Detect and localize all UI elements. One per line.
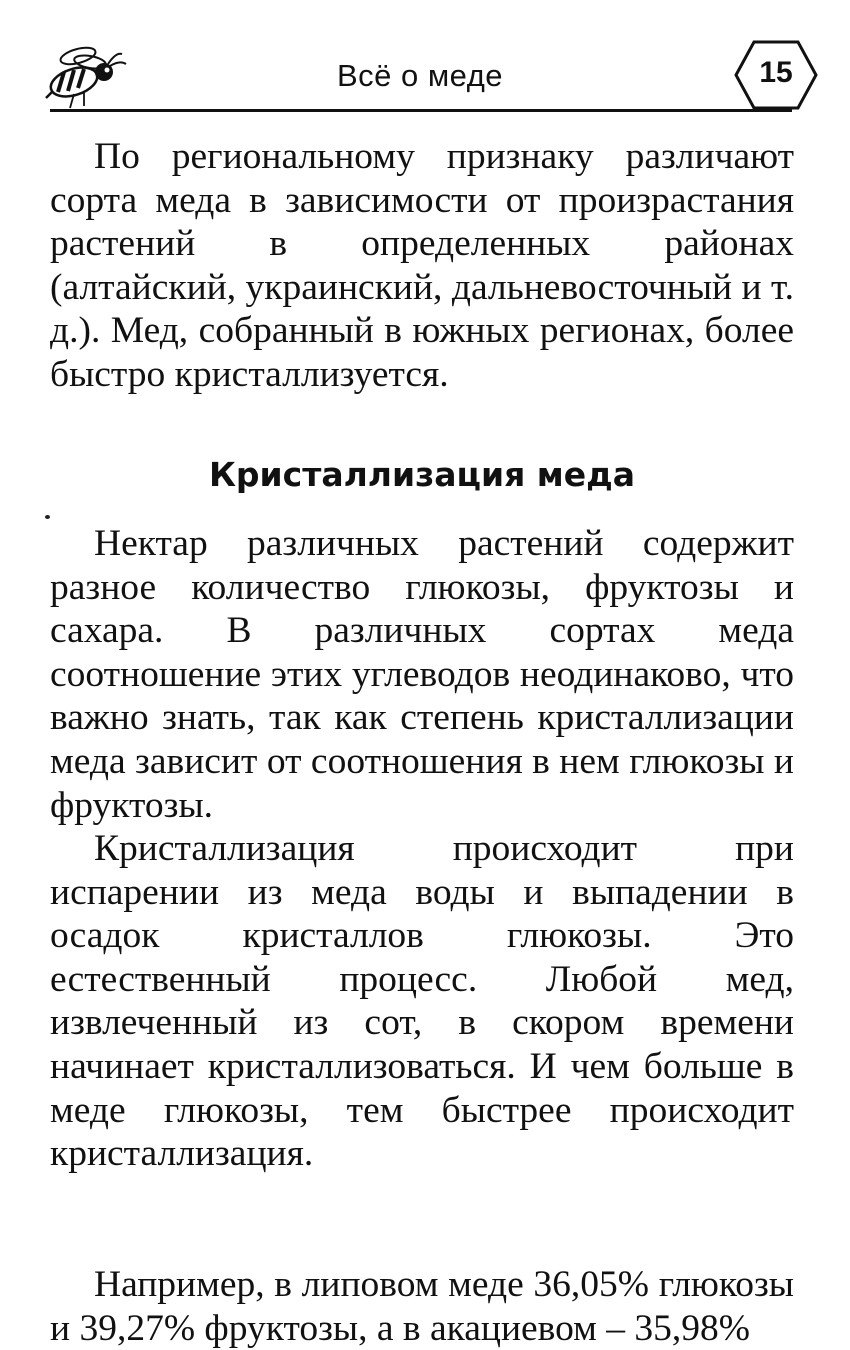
print-speck bbox=[45, 515, 50, 519]
running-title: Всё о меде bbox=[336, 58, 504, 93]
section-heading: Кристаллизация меда bbox=[208, 455, 636, 494]
paragraph-example-percentages: Например, в липовом меде 36,05% глюкозы и 39,27% фруктозы, а в акациевом – 35,98% bbox=[50, 1264, 794, 1349]
paragraph-crystallization-process: Кристаллизация происходит при испарении из меда воды и выпадении в осадок кристаллов глюкозы. Это естественный процесс. Любой мед, извлеченный из сот, в скором времени начинает кристаллизоваться. И чем больше в меде глюкозы, тем быстрее происходит кристаллизация. bbox=[50, 828, 794, 1175]
bee-icon bbox=[44, 42, 130, 118]
paragraph-nectar-composition: Нектар различных растений содержит разное количество глюкозы, фруктозы и сахара. В различных сортах меда соотношение этих углеводов неодинаково, что важно знать, так как степень кристаллизации меда зависит от соотношения в нем глюкозы и фруктозы. bbox=[50, 523, 794, 826]
paragraph-regional-varieties: По региональному признаку различают сорта меда в зависимости от произрастания растений в определенных районах (алтайский, украинский, дальневосточный и т. д.). Мед, собранный в южных регионах, более быстро кристаллизуется. bbox=[50, 136, 794, 395]
page-number: 15 bbox=[759, 56, 793, 89]
header-rule bbox=[50, 109, 792, 112]
running-header bbox=[0, 0, 850, 130]
